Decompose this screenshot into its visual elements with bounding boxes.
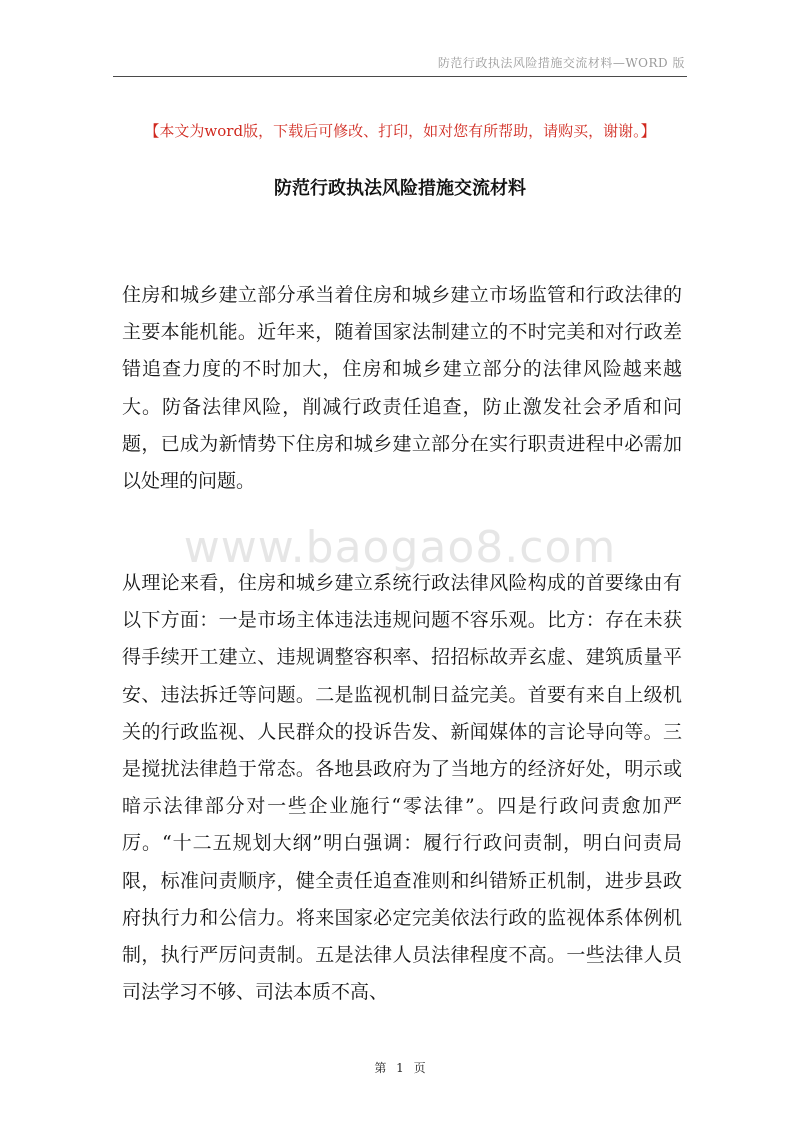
header-divider [113, 76, 687, 77]
page-suffix: 页 [413, 1061, 426, 1075]
document-title: 防范行政执法风险措施交流材料 [274, 178, 526, 199]
watermark: www.baogao8.com [183, 522, 617, 573]
download-notice: 【本文为word版，下载后可修改、打印，如对您有所帮助，请购买，谢谢。】 [144, 122, 656, 140]
body-paragraph-1: 住房和城乡建立部分承当着住房和城乡建立市场监管和行政法律的主要本能机能。近年来，随着国家法制建立的不时完美和对行政差错追查力度的不时加大，住房和城乡建立部分的法律风险越来越大。防备法律风险，削减行政责任追查，防止激发社会矛盾和问题，已成为新情势下住房和城乡建立部分在实行职责进程中必需加以处理的问题。 [122, 284, 682, 493]
running-header: 防范行政执法风险措施交流材料—WORD 版 [437, 56, 685, 70]
body-paragraph-2: 从理论来看，住房和城乡建立系统行政法律风险构成的首要缘由有以下方面：一是市场主体违法违规问题不容乐观。比方：存在未获得手续开工建立、违规调整容积率、招招标故弄玄虚、建筑质量平安、违法拆迁等问题。二是监视机制日益完美。首要有来自上级机关的行政监视、人民群众的投诉告发、新闻媒体的言论导向等。三是搅扰法律趋于常态。各地县政府为了当地方的经济好处，明示或暗示法律部分对一些企业施行“零法律”。四是行政问责愈加严厉。“十二五规划大纲”明白强调：履行行政问责制，明白问责局限，标准问责顺序，健全责任追查准则和纠错矫正机制，进步县政府执行力和公信力。将来国家必定完美依法行政的监视体系体例机制，执行严厉问责制。五是法律人员法律程度不高。一些法律人员司法学习不够、司法本质不高、 [122, 572, 682, 1004]
page-prefix: 第 [374, 1061, 387, 1075]
page-footer [0, 1059, 800, 1076]
page-number: 1 [396, 1061, 404, 1075]
